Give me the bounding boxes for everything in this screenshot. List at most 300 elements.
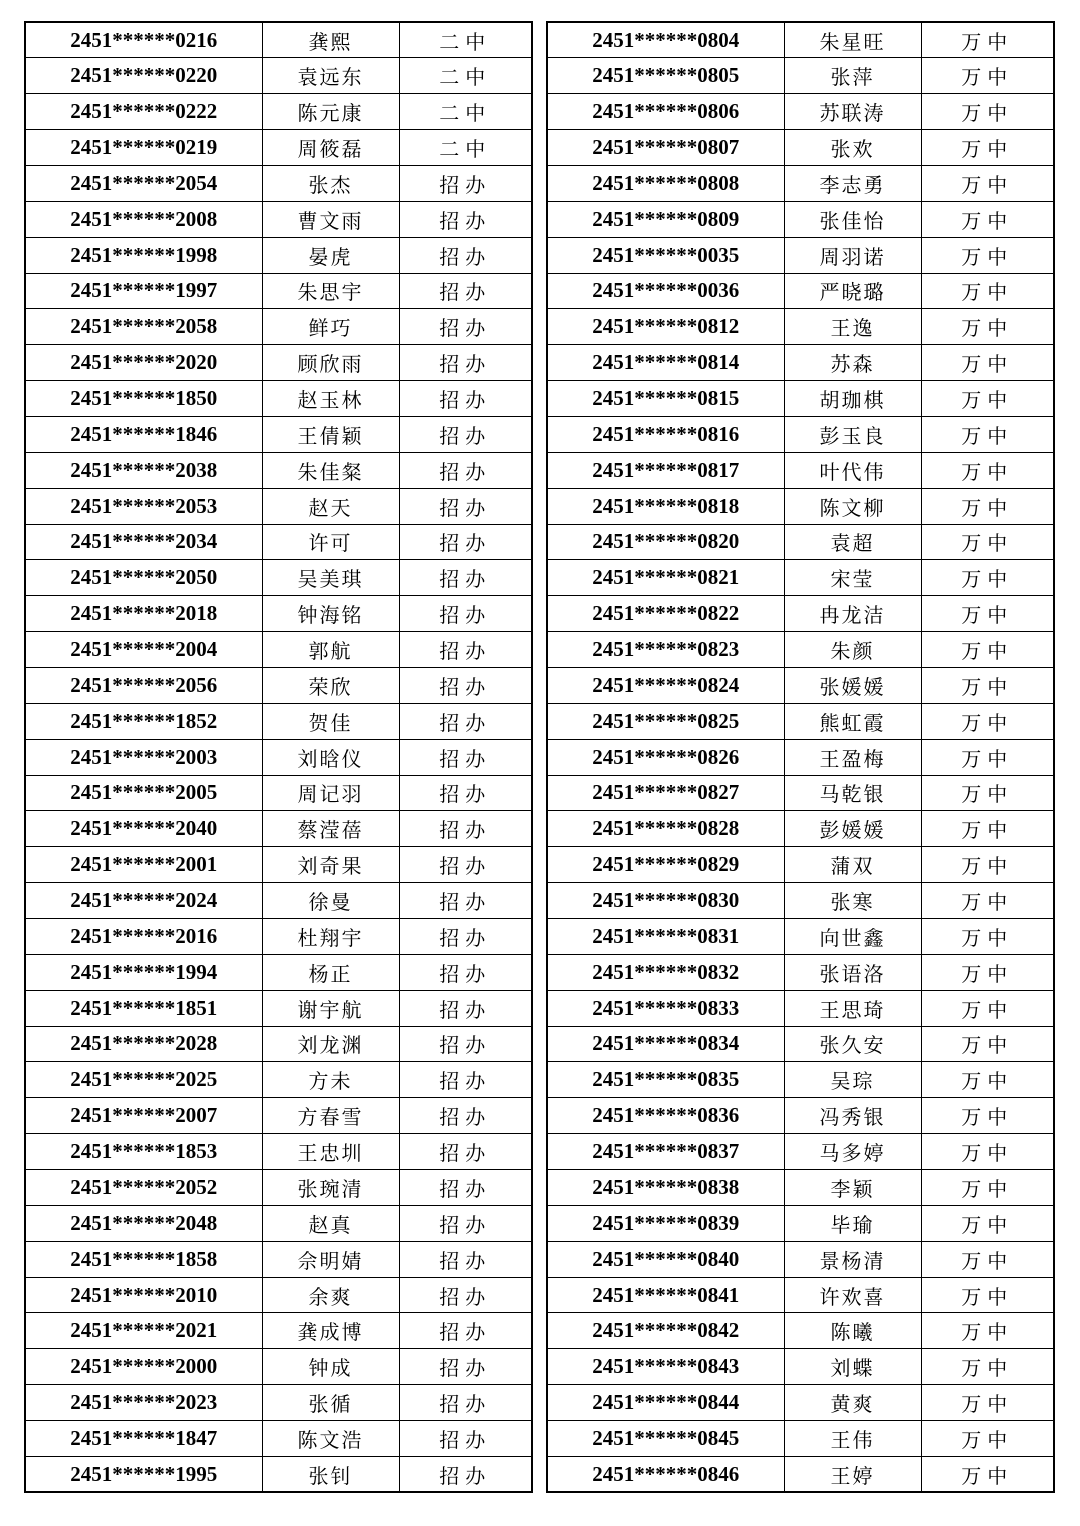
school-cell: 招办 [399, 1241, 532, 1277]
table-row [25, 1349, 532, 1385]
table-row [547, 1313, 1054, 1349]
candidate-id-cell: 2451******2000 [25, 1349, 262, 1385]
candidate-id-cell: 2451******0820 [547, 524, 784, 560]
school-cell: 万中 [921, 1170, 1054, 1206]
school-cell: 二中 [399, 130, 532, 166]
table-row [547, 94, 1054, 130]
school-cell: 万中 [921, 883, 1054, 919]
candidate-id-cell: 2451******2001 [25, 847, 262, 883]
student-name-cell: 刘奇果 [262, 847, 399, 883]
candidate-id-cell: 2451******2005 [25, 775, 262, 811]
candidate-id-cell: 2451******0808 [547, 165, 784, 201]
table-row [25, 775, 532, 811]
school-cell: 招办 [399, 667, 532, 703]
school-cell: 万中 [921, 58, 1054, 94]
school-cell: 招办 [399, 452, 532, 488]
candidate-id-cell: 2451******0827 [547, 775, 784, 811]
candidate-id-cell: 2451******0809 [547, 201, 784, 237]
candidate-id-cell: 2451******2054 [25, 165, 262, 201]
student-name-cell: 陈文柳 [784, 488, 921, 524]
school-cell: 万中 [921, 1456, 1054, 1492]
table-row [25, 416, 532, 452]
school-cell: 招办 [399, 524, 532, 560]
school-cell: 万中 [921, 954, 1054, 990]
school-cell: 招办 [399, 273, 532, 309]
candidate-id-cell: 2451******2025 [25, 1062, 262, 1098]
student-name-cell: 张佳怡 [784, 201, 921, 237]
candidate-id-cell: 2451******0814 [547, 345, 784, 381]
student-name-cell: 王盈梅 [784, 739, 921, 775]
school-cell: 万中 [921, 452, 1054, 488]
school-cell: 万中 [921, 1421, 1054, 1457]
school-cell: 招办 [399, 632, 532, 668]
school-cell: 万中 [921, 1026, 1054, 1062]
table-row [547, 883, 1054, 919]
candidate-id-cell: 2451******0804 [547, 22, 784, 58]
table-row [547, 524, 1054, 560]
candidate-id-cell: 2451******2020 [25, 345, 262, 381]
student-name-cell: 龚熙 [262, 22, 399, 58]
student-name-cell: 吴琮 [784, 1062, 921, 1098]
candidate-id-cell: 2451******2050 [25, 560, 262, 596]
table-row [25, 22, 532, 58]
student-name-cell: 袁超 [784, 524, 921, 560]
school-cell: 招办 [399, 918, 532, 954]
table-row [25, 847, 532, 883]
student-name-cell: 张久安 [784, 1026, 921, 1062]
school-cell: 二中 [399, 22, 532, 58]
student-name-cell: 王思琦 [784, 990, 921, 1026]
candidate-id-cell: 2451******0805 [547, 58, 784, 94]
student-name-cell: 赵真 [262, 1205, 399, 1241]
roster-table-left-body [25, 22, 532, 1492]
school-cell: 万中 [921, 990, 1054, 1026]
student-name-cell: 许可 [262, 524, 399, 560]
candidate-id-cell: 2451******2038 [25, 452, 262, 488]
table-row [25, 524, 532, 560]
school-cell: 万中 [921, 201, 1054, 237]
candidate-id-cell: 2451******0838 [547, 1170, 784, 1206]
student-name-cell: 赵天 [262, 488, 399, 524]
student-name-cell: 向世鑫 [784, 918, 921, 954]
table-row [25, 1134, 532, 1170]
student-name-cell: 马多婷 [784, 1134, 921, 1170]
candidate-id-cell: 2451******0815 [547, 381, 784, 417]
student-name-cell: 朱佳粲 [262, 452, 399, 488]
school-cell: 招办 [399, 1385, 532, 1421]
table-row [547, 1385, 1054, 1421]
school-cell: 万中 [921, 130, 1054, 166]
table-row [547, 1421, 1054, 1457]
student-name-cell: 刘蝶 [784, 1349, 921, 1385]
student-name-cell: 杨正 [262, 954, 399, 990]
table-row [25, 309, 532, 345]
school-cell: 招办 [399, 381, 532, 417]
school-cell: 万中 [921, 1349, 1054, 1385]
student-name-cell: 鲜巧 [262, 309, 399, 345]
student-name-cell: 黄爽 [784, 1385, 921, 1421]
school-cell: 万中 [921, 524, 1054, 560]
table-row [547, 165, 1054, 201]
student-name-cell: 张琬清 [262, 1170, 399, 1206]
candidate-id-cell: 2451******0807 [547, 130, 784, 166]
student-name-cell: 郭航 [262, 632, 399, 668]
student-name-cell: 张杰 [262, 165, 399, 201]
school-cell: 万中 [921, 918, 1054, 954]
candidate-id-cell: 2451******2007 [25, 1098, 262, 1134]
student-name-cell: 王忠圳 [262, 1134, 399, 1170]
student-name-cell: 陈元康 [262, 94, 399, 130]
table-row [25, 918, 532, 954]
table-row [25, 452, 532, 488]
school-cell: 万中 [921, 1313, 1054, 1349]
student-name-cell: 赵玉林 [262, 381, 399, 417]
candidate-id-cell: 2451******0818 [547, 488, 784, 524]
candidate-id-cell: 2451******0839 [547, 1205, 784, 1241]
student-name-cell: 晏虎 [262, 237, 399, 273]
student-name-cell: 贺佳 [262, 703, 399, 739]
student-name-cell: 王婷 [784, 1456, 921, 1492]
table-row [547, 309, 1054, 345]
table-row [547, 1062, 1054, 1098]
table-row [547, 130, 1054, 166]
candidate-id-cell: 2451******0821 [547, 560, 784, 596]
school-cell: 招办 [399, 1062, 532, 1098]
student-name-cell: 叶代伟 [784, 452, 921, 488]
school-cell: 招办 [399, 237, 532, 273]
table-row [25, 596, 532, 632]
student-name-cell: 张钊 [262, 1456, 399, 1492]
candidate-id-cell: 2451******0828 [547, 811, 784, 847]
table-row [547, 416, 1054, 452]
table-row [547, 452, 1054, 488]
student-name-cell: 张萍 [784, 58, 921, 94]
student-name-cell: 李志勇 [784, 165, 921, 201]
school-cell: 招办 [399, 1456, 532, 1492]
candidate-id-cell: 2451******0837 [547, 1134, 784, 1170]
student-name-cell: 吴美琪 [262, 560, 399, 596]
candidate-id-cell: 2451******0841 [547, 1277, 784, 1313]
school-cell: 二中 [399, 58, 532, 94]
school-cell: 招办 [399, 1098, 532, 1134]
school-cell: 招办 [399, 954, 532, 990]
student-name-cell: 荣欣 [262, 667, 399, 703]
school-cell: 招办 [399, 1170, 532, 1206]
student-name-cell: 王逸 [784, 309, 921, 345]
student-name-cell: 宋莹 [784, 560, 921, 596]
candidate-id-cell: 2451******0806 [547, 94, 784, 130]
table-row [25, 1170, 532, 1206]
candidate-id-cell: 2451******1846 [25, 416, 262, 452]
student-name-cell: 曹文雨 [262, 201, 399, 237]
school-cell: 招办 [399, 345, 532, 381]
table-row [25, 667, 532, 703]
table-row [547, 560, 1054, 596]
student-name-cell: 杜翔宇 [262, 918, 399, 954]
candidate-id-cell: 2451******2004 [25, 632, 262, 668]
school-cell: 招办 [399, 811, 532, 847]
school-cell: 招办 [399, 1134, 532, 1170]
student-name-cell: 徐曼 [262, 883, 399, 919]
table-row [25, 165, 532, 201]
table-row [547, 1277, 1054, 1313]
school-cell: 万中 [921, 1062, 1054, 1098]
student-name-cell: 景杨清 [784, 1241, 921, 1277]
student-name-cell: 许欢喜 [784, 1277, 921, 1313]
student-name-cell: 张语洛 [784, 954, 921, 990]
candidate-id-cell: 2451******1851 [25, 990, 262, 1026]
student-name-cell: 马乾银 [784, 775, 921, 811]
school-cell: 万中 [921, 237, 1054, 273]
school-cell: 万中 [921, 416, 1054, 452]
student-name-cell: 蒲双 [784, 847, 921, 883]
table-row [547, 1026, 1054, 1062]
candidate-id-cell: 2451******2052 [25, 1170, 262, 1206]
table-row [25, 237, 532, 273]
student-name-cell: 冯秀银 [784, 1098, 921, 1134]
candidate-id-cell: 2451******0831 [547, 918, 784, 954]
candidate-id-cell: 2451******0826 [547, 739, 784, 775]
student-name-cell: 彭玉良 [784, 416, 921, 452]
school-cell: 万中 [921, 667, 1054, 703]
roster-table-right [546, 21, 1055, 1493]
candidate-id-cell: 2451******0843 [547, 1349, 784, 1385]
candidate-id-cell: 2451******0823 [547, 632, 784, 668]
candidate-id-cell: 2451******0035 [547, 237, 784, 273]
student-name-cell: 熊虹霞 [784, 703, 921, 739]
table-row [547, 596, 1054, 632]
table-row [25, 1421, 532, 1457]
student-name-cell: 龚成博 [262, 1313, 399, 1349]
table-row [547, 273, 1054, 309]
school-cell: 万中 [921, 94, 1054, 130]
school-cell: 万中 [921, 1241, 1054, 1277]
school-cell: 招办 [399, 416, 532, 452]
table-row [25, 1098, 532, 1134]
student-name-cell: 周筱磊 [262, 130, 399, 166]
candidate-id-cell: 2451******2028 [25, 1026, 262, 1062]
student-name-cell: 袁远东 [262, 58, 399, 94]
roster-table-left [24, 21, 533, 1493]
student-name-cell: 李颖 [784, 1170, 921, 1206]
student-name-cell: 陈文浩 [262, 1421, 399, 1457]
table-row [547, 1205, 1054, 1241]
table-row [25, 811, 532, 847]
candidate-id-cell: 2451******0834 [547, 1026, 784, 1062]
candidate-id-cell: 2451******1994 [25, 954, 262, 990]
candidate-id-cell: 2451******2053 [25, 488, 262, 524]
candidate-id-cell: 2451******0842 [547, 1313, 784, 1349]
candidate-id-cell: 2451******1997 [25, 273, 262, 309]
table-row [547, 775, 1054, 811]
table-row [547, 201, 1054, 237]
school-cell: 招办 [399, 703, 532, 739]
student-name-cell: 刘晗仪 [262, 739, 399, 775]
student-name-cell: 胡珈棋 [784, 381, 921, 417]
candidate-id-cell: 2451******1858 [25, 1241, 262, 1277]
candidate-id-cell: 2451******0846 [547, 1456, 784, 1492]
school-cell: 万中 [921, 811, 1054, 847]
table-row [547, 1349, 1054, 1385]
school-cell: 招办 [399, 1421, 532, 1457]
table-row [547, 488, 1054, 524]
table-row [547, 990, 1054, 1026]
table-row [25, 560, 532, 596]
candidate-id-cell: 2451******2008 [25, 201, 262, 237]
school-cell: 招办 [399, 309, 532, 345]
candidate-id-cell: 2451******1998 [25, 237, 262, 273]
student-name-cell: 苏联涛 [784, 94, 921, 130]
student-name-cell: 顾欣雨 [262, 345, 399, 381]
candidate-id-cell: 2451******0822 [547, 596, 784, 632]
school-cell: 招办 [399, 1026, 532, 1062]
table-row [25, 1277, 532, 1313]
candidate-id-cell: 2451******0220 [25, 58, 262, 94]
table-row [25, 381, 532, 417]
student-name-cell: 钟成 [262, 1349, 399, 1385]
candidate-id-cell: 2451******0219 [25, 130, 262, 166]
table-row [547, 1456, 1054, 1492]
table-row [547, 667, 1054, 703]
student-name-cell: 毕瑜 [784, 1205, 921, 1241]
candidate-id-cell: 2451******0830 [547, 883, 784, 919]
table-row [547, 1241, 1054, 1277]
student-name-cell: 张循 [262, 1385, 399, 1421]
candidate-id-cell: 2451******1995 [25, 1456, 262, 1492]
table-row [25, 201, 532, 237]
school-cell: 招办 [399, 1349, 532, 1385]
school-cell: 万中 [921, 1205, 1054, 1241]
school-cell: 二中 [399, 94, 532, 130]
candidate-id-cell: 2451******2018 [25, 596, 262, 632]
school-cell: 万中 [921, 273, 1054, 309]
table-row [547, 1170, 1054, 1206]
school-cell: 招办 [399, 847, 532, 883]
school-cell: 万中 [921, 165, 1054, 201]
school-cell: 万中 [921, 381, 1054, 417]
school-cell: 万中 [921, 739, 1054, 775]
student-name-cell: 苏森 [784, 345, 921, 381]
table-row [25, 1026, 532, 1062]
candidate-id-cell: 2451******2048 [25, 1205, 262, 1241]
candidate-id-cell: 2451******0825 [547, 703, 784, 739]
student-name-cell: 朱星旺 [784, 22, 921, 58]
student-name-cell: 张媛媛 [784, 667, 921, 703]
table-row [547, 954, 1054, 990]
school-cell: 招办 [399, 201, 532, 237]
table-row [25, 488, 532, 524]
table-row [25, 1313, 532, 1349]
table-row [547, 632, 1054, 668]
table-row [25, 1385, 532, 1421]
candidate-id-cell: 2451******2058 [25, 309, 262, 345]
table-row [25, 130, 532, 166]
student-name-cell: 严晓璐 [784, 273, 921, 309]
school-cell: 万中 [921, 1277, 1054, 1313]
roster-table-right-body [547, 22, 1054, 1492]
table-row [547, 918, 1054, 954]
school-cell: 招办 [399, 560, 532, 596]
school-cell: 招办 [399, 739, 532, 775]
candidate-id-cell: 2451******0835 [547, 1062, 784, 1098]
candidate-id-cell: 2451******2010 [25, 1277, 262, 1313]
school-cell: 万中 [921, 632, 1054, 668]
table-row [547, 1098, 1054, 1134]
school-cell: 万中 [921, 847, 1054, 883]
student-name-cell: 朱思宇 [262, 273, 399, 309]
school-cell: 招办 [399, 990, 532, 1026]
table-row [547, 381, 1054, 417]
student-name-cell: 方未 [262, 1062, 399, 1098]
candidate-id-cell: 2451******1850 [25, 381, 262, 417]
candidate-id-cell: 2451******2056 [25, 667, 262, 703]
student-name-cell: 王倩颖 [262, 416, 399, 452]
table-row [25, 703, 532, 739]
school-cell: 招办 [399, 1277, 532, 1313]
candidate-id-cell: 2451******1852 [25, 703, 262, 739]
table-row [25, 58, 532, 94]
table-row [25, 94, 532, 130]
table-row [547, 58, 1054, 94]
candidate-id-cell: 2451******2034 [25, 524, 262, 560]
school-cell: 万中 [921, 1385, 1054, 1421]
table-row [25, 883, 532, 919]
candidate-id-cell: 2451******0222 [25, 94, 262, 130]
candidate-id-cell: 2451******1853 [25, 1134, 262, 1170]
student-name-cell: 蔡滢蓓 [262, 811, 399, 847]
school-cell: 万中 [921, 596, 1054, 632]
candidate-id-cell: 2451******0036 [547, 273, 784, 309]
school-cell: 万中 [921, 703, 1054, 739]
student-name-cell: 王伟 [784, 1421, 921, 1457]
table-row [25, 345, 532, 381]
student-name-cell: 张寒 [784, 883, 921, 919]
school-cell: 招办 [399, 165, 532, 201]
candidate-id-cell: 2451******0836 [547, 1098, 784, 1134]
candidate-id-cell: 2451******0812 [547, 309, 784, 345]
school-cell: 招办 [399, 883, 532, 919]
school-cell: 招办 [399, 1313, 532, 1349]
table-row [547, 345, 1054, 381]
candidate-id-cell: 2451******0844 [547, 1385, 784, 1421]
student-name-cell: 周记羽 [262, 775, 399, 811]
school-cell: 万中 [921, 488, 1054, 524]
student-name-cell: 谢宇航 [262, 990, 399, 1026]
table-row [547, 739, 1054, 775]
student-name-cell: 冉龙洁 [784, 596, 921, 632]
candidate-id-cell: 2451******0833 [547, 990, 784, 1026]
candidate-id-cell: 2451******0824 [547, 667, 784, 703]
candidate-id-cell: 2451******0817 [547, 452, 784, 488]
table-row [547, 237, 1054, 273]
student-name-cell: 刘龙渊 [262, 1026, 399, 1062]
student-name-cell: 张欢 [784, 130, 921, 166]
student-name-cell: 佘明婧 [262, 1241, 399, 1277]
school-cell: 万中 [921, 309, 1054, 345]
table-row [547, 847, 1054, 883]
candidate-id-cell: 2451******0816 [547, 416, 784, 452]
candidate-id-cell: 2451******0840 [547, 1241, 784, 1277]
school-cell: 招办 [399, 596, 532, 632]
candidate-id-cell: 2451******0216 [25, 22, 262, 58]
table-row [547, 811, 1054, 847]
school-cell: 招办 [399, 1205, 532, 1241]
school-cell: 万中 [921, 560, 1054, 596]
table-row [25, 739, 532, 775]
student-name-cell: 朱颜 [784, 632, 921, 668]
table-row [547, 22, 1054, 58]
candidate-id-cell: 2451******2040 [25, 811, 262, 847]
